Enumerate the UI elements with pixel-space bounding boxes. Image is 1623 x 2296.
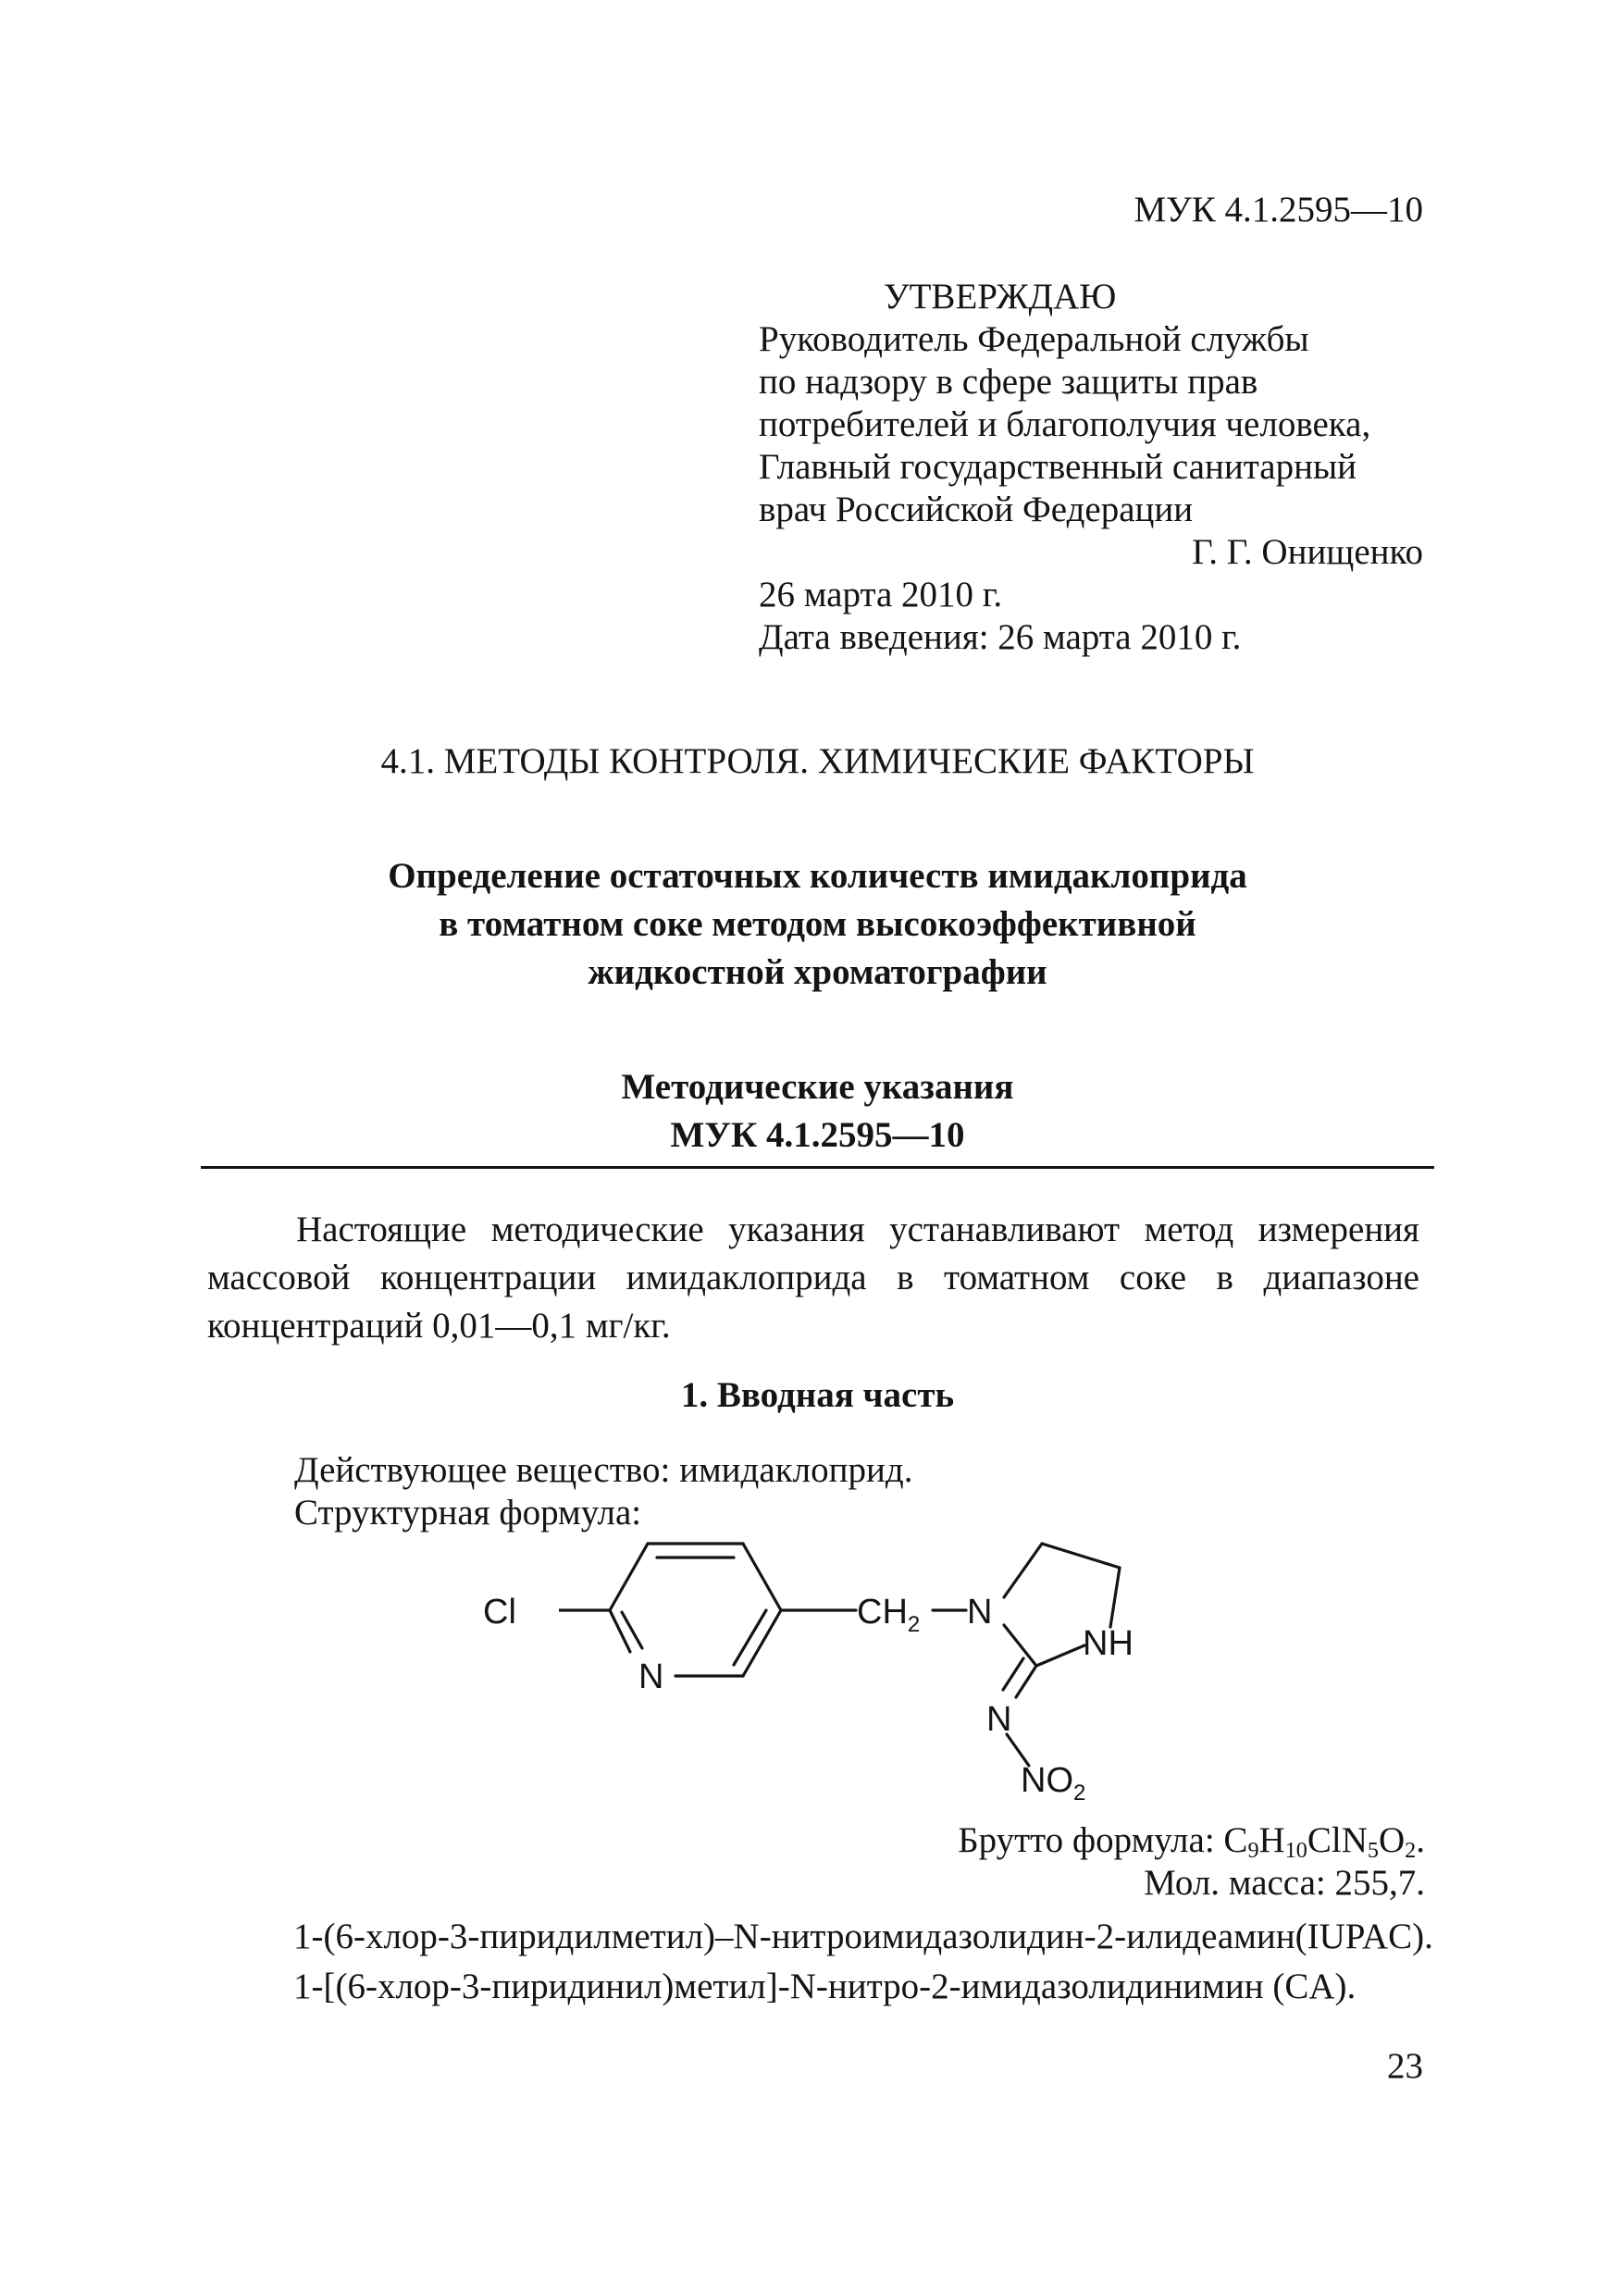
- formula-label-cl: Cl: [483, 1593, 516, 1632]
- approval-title: УТВЕРЖДАЮ: [884, 277, 1117, 316]
- signatory-name: Г. Г. Онищенко: [1192, 532, 1423, 572]
- chapter-heading: 1. Вводная часть: [680, 1375, 955, 1415]
- formula-label-n1: N: [967, 1593, 993, 1632]
- approval-line: Руководитель Федеральной службы: [759, 319, 1309, 359]
- structural-formula: [463, 1516, 1184, 1812]
- approval-line: по надзору в сфере защиты прав: [759, 362, 1258, 402]
- doc-title-line: жидкостной хроматографии: [588, 952, 1047, 992]
- doc-title-line: в томатном соке методом высокоэффективной: [439, 904, 1196, 944]
- horizontal-rule: [201, 1166, 1434, 1169]
- formula-label-n-ring: N: [638, 1657, 664, 1696]
- formula-label-nh: NH: [1083, 1624, 1134, 1663]
- doc-code-header: МУК 4.1.2595—10: [1134, 190, 1423, 230]
- doc-type-label: Методические указания: [621, 1067, 1014, 1107]
- introduction-date: Дата введения: 26 марта 2010 г.: [759, 617, 1242, 657]
- approval-date: 26 марта 2010 г.: [759, 575, 1003, 614]
- approval-line: врач Российской Федерации: [759, 490, 1194, 529]
- page-number: 23: [1387, 2046, 1423, 2086]
- gross-formula: Брутто формула: $C_9H_{10}ClN_5O_2$.: [958, 1820, 1425, 1864]
- active-substance: Действующее вещество: имидаклоприд.: [294, 1450, 913, 1490]
- doc-type-code: МУК 4.1.2595—10: [670, 1115, 965, 1155]
- intro-paragraph: Настоящие методические указания устанавливают метод измерения массовой концентрации имидаклоприда в томатном соке в диапазоне концентраций 0,01—0,1 мг/кг.: [207, 1210, 1419, 1346]
- formula-label-ch2: $CH_2$: [857, 1593, 921, 1637]
- structure-label: Структурная формула:: [294, 1493, 642, 1533]
- approval-line: потребителей и благополучия человека,: [759, 404, 1371, 444]
- iupac-name: 1-(6-хлор-3-пиридилметил)–N-нитроимидазолидин-2-илидеамин(IUPAC).: [293, 1917, 1433, 1956]
- doc-title-line: Определение остаточных количеств имидаклоприда: [388, 856, 1247, 896]
- formula-label-n-imine: N: [986, 1700, 1012, 1739]
- formula-label-no2: $NO_2$: [1021, 1761, 1086, 1806]
- section-heading: 4.1. МЕТОДЫ КОНТРОЛЯ. ХИМИЧЕСКИЕ ФАКТОРЫ: [380, 741, 1255, 781]
- ca-name: 1-[(6-хлор-3-пиридинил)метил]-N-нитро-2-имидазолидинимин (CA).: [293, 1967, 1357, 2006]
- approval-line: Главный государственный санитарный: [759, 447, 1357, 487]
- molecular-mass: Мол. масса: 255,7.: [1144, 1863, 1425, 1903]
